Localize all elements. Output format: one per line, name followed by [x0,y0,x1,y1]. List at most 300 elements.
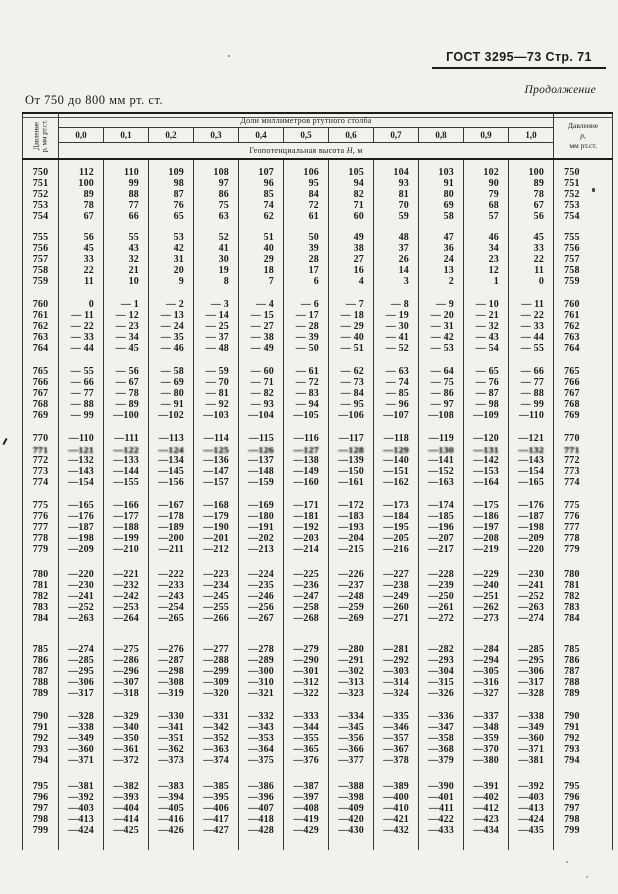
value-cell: — 29 [329,321,374,332]
value-cell: —185 [419,511,464,522]
table-row [23,377,613,388]
value-cell: —240 [464,580,509,591]
value-cell: — 8 [374,299,419,310]
value-cell: —169 [239,500,284,511]
value-cell: — 64 [419,366,464,377]
spacer-cell [23,421,59,433]
value-cell: —154 [509,466,554,477]
spacer-cell [374,699,419,711]
pressure-cell-right: 751 [554,178,613,189]
value-cell: —383 [149,781,194,792]
value-cell: —110 [59,433,104,444]
value-cell: —426 [149,825,194,836]
value-cell: —416 [149,814,194,825]
value-cell: —432 [374,825,419,836]
spacer-cell [239,836,284,850]
value-cell: —229 [464,569,509,580]
value-cell: —344 [284,722,329,733]
table-row [23,781,613,792]
value-cell: —342 [194,722,239,733]
value-cell: —190 [194,522,239,533]
spacer-cell [554,699,613,711]
value-cell: 95 [284,178,329,189]
spacer-cell [239,624,284,644]
value-cell: —279 [284,644,329,655]
pressure-cell-right: 781 [554,580,613,591]
pressure-cell-right: 799 [554,825,613,836]
pressure-cell-left: 798 [23,814,59,825]
value-cell: —319 [149,688,194,699]
gost-header-text: ГОСТ 3295—73 Стр. 71 [446,50,592,64]
scan-speck [592,188,595,192]
value-cell: —265 [149,613,194,624]
value-cell: —348 [464,722,509,733]
value-cell: — 86 [419,388,464,399]
pressure-cell-right: 752 [554,189,613,200]
fraction-col-header: 1,0 [509,128,554,143]
fraction-col-header: 0,1 [104,128,149,143]
value-cell: 63 [194,211,239,222]
value-cell: —420 [329,814,374,825]
value-cell: —232 [104,580,149,591]
value-cell: —408 [284,803,329,814]
value-cell: —263 [59,613,104,624]
value-cell: — 12 [104,310,149,321]
value-cell: —107 [374,410,419,421]
value-cell: 53 [149,232,194,243]
spacer-cell [419,766,464,781]
value-cell: —268 [284,613,329,624]
spacer-cell [419,287,464,299]
spacer-cell [329,699,374,711]
value-cell: —269 [329,613,374,624]
value-cell: —276 [149,644,194,655]
value-cell: —230 [509,569,554,580]
spacer-cell [23,555,59,569]
value-cell: —343 [239,722,284,733]
value-cell: — 23 [104,321,149,332]
value-cell: 97 [194,178,239,189]
fraction-col-header: 0,9 [464,128,509,143]
value-cell: — 73 [329,377,374,388]
spacer-cell [464,354,509,366]
value-cell: 47 [419,232,464,243]
spacer-cell [419,159,464,167]
pressure-cell-right: 786 [554,655,613,666]
value-cell: —356 [329,733,374,744]
pressure-cell-left: 760 [23,299,59,310]
value-cell: —267 [239,613,284,624]
pressure-cell-right: 789 [554,688,613,699]
value-cell: —216 [374,544,419,555]
value-cell: —126 [239,446,284,456]
value-cell: —376 [284,755,329,766]
value-cell: —150 [329,466,374,477]
spacer-cell [194,222,239,232]
value-cell: 29 [239,254,284,265]
value-cell: —390 [419,781,464,792]
value-cell: — 1 [104,299,149,310]
pressure-cell-right: 791 [554,722,613,733]
value-cell: —378 [374,755,419,766]
value-cell: — 55 [509,343,554,354]
spacer-row [23,624,613,644]
value-cell: 69 [419,200,464,211]
pressure-cell-right: 783 [554,602,613,613]
value-cell: —278 [239,644,284,655]
spacer-cell [104,766,149,781]
spacer-cell [554,222,613,232]
spacer-cell [464,699,509,711]
value-cell: — 80 [149,388,194,399]
spacer-cell [374,222,419,232]
value-cell: — 31 [419,321,464,332]
quantity-suffix: , м [352,146,363,155]
value-cell: —173 [374,500,419,511]
pressure-cell-right: 795 [554,781,613,792]
value-cell: 67 [59,211,104,222]
spacer-cell [509,766,554,781]
table-row [23,332,613,343]
value-cell: —105 [284,410,329,421]
value-cell: —140 [374,455,419,466]
pressure-cell-right: 773 [554,466,613,477]
value-cell: —209 [509,533,554,544]
value-cell: — 22 [59,321,104,332]
value-cell: —433 [419,825,464,836]
value-cell: —263 [509,602,554,613]
value-cell: 0 [509,276,554,287]
value-cell: —202 [239,533,284,544]
value-cell: —143 [509,455,554,466]
value-cell: —131 [464,446,509,456]
value-cell: —386 [239,781,284,792]
value-cell: —286 [104,655,149,666]
value-cell: —312 [284,677,329,688]
value-cell: —121 [509,433,554,444]
value-cell: 46 [464,232,509,243]
value-cell: — 13 [149,310,194,321]
value-cell: —365 [284,744,329,755]
pressure-cell-left: 758 [23,265,59,276]
value-cell: 112 [59,167,104,178]
spacer-cell [104,421,149,433]
pressure-cell-left: 751 [23,178,59,189]
value-cell: —214 [284,544,329,555]
pressure-cell-right: 796 [554,792,613,803]
value-cell: —251 [464,591,509,602]
pressure-cell-right: 782 [554,591,613,602]
value-cell: —145 [149,466,194,477]
value-cell: 100 [509,167,554,178]
value-cell: —393 [104,792,149,803]
value-cell: —125 [194,446,239,456]
spacer-cell [464,555,509,569]
value-cell: 14 [374,265,419,276]
value-cell: —136 [194,455,239,466]
value-cell: —266 [194,613,239,624]
spacer-cell [23,624,59,644]
pressure-cell-right: 790 [554,711,613,722]
value-cell: 20 [149,265,194,276]
value-cell: —321 [239,688,284,699]
spacer-cell [194,766,239,781]
pressure-cell-left: 762 [23,321,59,332]
spacer-cell [554,354,613,366]
spacer-cell [284,421,329,433]
value-cell: —315 [419,677,464,688]
value-cell: —104 [239,410,284,421]
value-cell: 38 [329,243,374,254]
value-cell: 57 [464,211,509,222]
value-cell: 49 [329,232,374,243]
value-cell: —363 [194,744,239,755]
value-cell: —138 [284,455,329,466]
table-row [23,688,613,699]
pressure-cell-right: 754 [554,211,613,222]
value-cell: —359 [464,733,509,744]
spacer-cell [509,555,554,569]
pressure-cell-right: 772 [554,455,613,466]
value-cell: 16 [329,265,374,276]
value-cell: —239 [419,580,464,591]
value-cell: —285 [509,644,554,655]
table-row [23,825,613,836]
spacer-cell [59,699,104,711]
value-cell: —159 [239,477,284,488]
spacer-cell [149,287,194,299]
value-cell: 33 [509,243,554,254]
spacer-cell [194,354,239,366]
value-cell: — 4 [239,299,284,310]
value-cell: 70 [374,200,419,211]
spacer-cell [239,699,284,711]
pressure-cell-right: 760 [554,299,613,310]
value-cell: 8 [194,276,239,287]
spacer-cell [194,421,239,433]
value-cell: —120 [464,433,509,444]
spacer-cell [329,421,374,433]
value-cell: —243 [149,591,194,602]
value-cell: —403 [509,792,554,803]
scan-speck [566,861,568,863]
value-cell: —236 [284,580,329,591]
value-cell: —103 [194,410,239,421]
spacer-cell [284,624,329,644]
value-cell: —303 [374,666,419,677]
value-cell: —341 [149,722,194,733]
pressure-cell-right: 761 [554,310,613,321]
value-cell: —207 [419,533,464,544]
pressure-cell-left: 754 [23,211,59,222]
table-row [23,466,613,477]
table-row [23,388,613,399]
value-cell: — 52 [374,343,419,354]
value-cell: —116 [284,433,329,444]
value-cell: —274 [509,613,554,624]
value-cell: —380 [464,755,509,766]
value-cell: —246 [239,591,284,602]
spacer-cell [419,421,464,433]
value-cell: 80 [419,189,464,200]
value-cell: 51 [239,232,284,243]
value-cell: —241 [509,580,554,591]
value-cell: 56 [509,211,554,222]
value-cell: —191 [239,522,284,533]
table-row [23,254,613,265]
value-cell: —162 [374,477,419,488]
fraction-col-header: 0,6 [329,128,374,143]
value-cell: —153 [464,466,509,477]
table-row [23,755,613,766]
value-cell: 3 [374,276,419,287]
page-header [432,50,606,69]
value-cell: —379 [419,755,464,766]
value-cell: —294 [464,655,509,666]
table-row [23,613,613,624]
value-cell: —160 [284,477,329,488]
value-cell: — 99 [59,410,104,421]
value-cell: —421 [374,814,419,825]
value-cell: —210 [104,544,149,555]
spacer-cell [23,287,59,299]
table-row [23,711,613,722]
value-cell: 77 [104,200,149,211]
spacer-cell [59,159,104,167]
table-row [23,477,613,488]
value-cell: —255 [194,602,239,613]
value-cell: —360 [509,733,554,744]
table-row [23,814,613,825]
value-cell: —208 [464,533,509,544]
value-cell: 108 [194,167,239,178]
pressure-cell-right: 775 [554,500,613,511]
pressure-cell-left: 791 [23,722,59,733]
spacer-cell [104,222,149,232]
value-cell: —375 [239,755,284,766]
spacer-cell [419,836,464,850]
scan-artifact-tick [2,438,7,445]
value-cell: 34 [464,243,509,254]
value-cell: — 19 [374,310,419,321]
value-cell: 58 [419,211,464,222]
value-cell: 12 [464,265,509,276]
value-cell: —295 [509,655,554,666]
spacer-cell [149,488,194,500]
quantity-header [59,143,554,160]
value-cell: —152 [419,466,464,477]
value-cell: —323 [329,688,374,699]
value-cell: — 39 [284,332,329,343]
value-cell: — 6 [284,299,329,310]
value-cell: 67 [509,200,554,211]
value-cell: —364 [239,744,284,755]
value-cell: —222 [149,569,194,580]
spacer-cell [59,222,104,232]
value-cell: —347 [419,722,464,733]
value-cell: —381 [59,781,104,792]
value-cell: 37 [374,243,419,254]
value-cell: —360 [59,744,104,755]
spacer-cell [329,159,374,167]
pressure-cell-right: 768 [554,399,613,410]
value-cell: —335 [374,711,419,722]
value-cell: —224 [239,569,284,580]
value-cell: —387 [284,781,329,792]
pressure-cell-left: 775 [23,500,59,511]
spacer-cell [329,836,374,850]
pressure-cell-right: 774 [554,477,613,488]
spacer-row [23,421,613,433]
spacer-cell [194,159,239,167]
value-cell: — 42 [419,332,464,343]
value-cell: —435 [509,825,554,836]
value-cell: —200 [149,533,194,544]
value-cell: —382 [104,781,149,792]
value-cell: —366 [329,744,374,755]
pressure-cell-left: 770 [23,433,59,444]
value-cell: — 27 [239,321,284,332]
table-row [23,243,613,254]
value-cell: —318 [104,688,149,699]
value-cell: —424 [509,814,554,825]
pressure-cell-right: 764 [554,343,613,354]
value-cell: —195 [374,522,419,533]
value-cell: —166 [104,500,149,511]
value-cell: —252 [509,591,554,602]
spacer-cell [554,287,613,299]
pressure-cell-right: 793 [554,744,613,755]
value-cell: —357 [374,733,419,744]
spacer-cell [23,222,59,232]
value-cell: 71 [329,200,374,211]
value-cell: — 3 [194,299,239,310]
value-cell: —336 [419,711,464,722]
table-row [23,522,613,533]
value-cell: —165 [509,477,554,488]
value-cell: —238 [374,580,419,591]
pressure-cell-left: 776 [23,511,59,522]
table-row [23,366,613,377]
value-cell: —261 [419,602,464,613]
value-cell: — 66 [59,377,104,388]
pressure-cell-right: 797 [554,803,613,814]
value-cell: 36 [419,243,464,254]
value-cell: — 83 [284,388,329,399]
value-cell: —397 [284,792,329,803]
pressure-cell-right: 792 [554,733,613,744]
value-cell: —217 [419,544,464,555]
value-cell: — 62 [329,366,374,377]
value-cell: — 38 [239,332,284,343]
value-cell: 52 [194,232,239,243]
pressure-cell-left: 765 [23,366,59,377]
pressure-cell-right: 778 [554,533,613,544]
value-cell: —186 [464,511,509,522]
spacer-cell [23,836,59,850]
pressure-cell-right: 779 [554,544,613,555]
value-cell: — 98 [464,399,509,410]
value-cell: —175 [464,500,509,511]
value-cell: —183 [329,511,374,522]
value-cell: — 15 [239,310,284,321]
value-cell: —407 [239,803,284,814]
spacer-row [23,354,613,366]
table-row [23,433,613,444]
value-cell: —314 [374,677,419,688]
table-row [23,533,613,544]
value-cell: — 59 [194,366,239,377]
